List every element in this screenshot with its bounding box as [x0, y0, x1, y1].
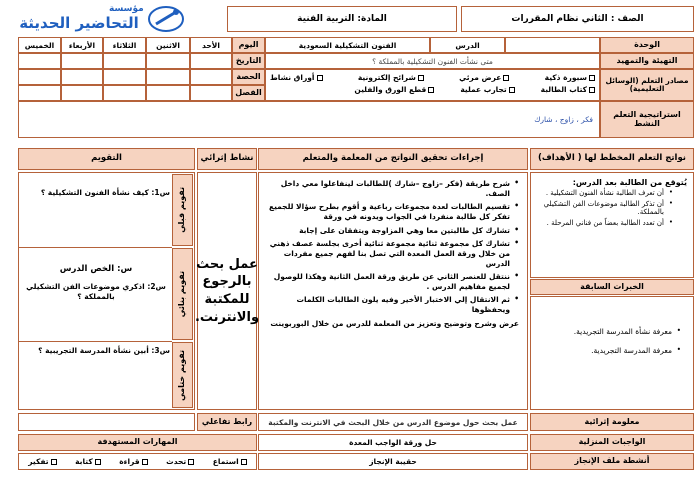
sched-cell[interactable]	[103, 69, 146, 85]
outcomes-title: نواتج التعلم المخطط لها ( الأهداف)	[530, 148, 694, 170]
portfolio-value: حقيبة الإنجاز	[258, 453, 528, 470]
day-5: الخميس	[18, 37, 61, 53]
sources-box	[265, 69, 600, 101]
eval-text-formative: س: الخص الدرس س2: اذكري موضوعات الفن التشكيلي بالمملكة ؟	[26, 264, 166, 302]
homework-value: حل ورقة الواجب المعدة	[258, 434, 528, 451]
sched-cell[interactable]	[190, 69, 232, 85]
day-4: الأربعاء	[61, 37, 103, 53]
logo-line1: مؤسسة	[109, 4, 144, 14]
homework-label: الواجبات المنزلية	[530, 434, 694, 451]
prior-item: • معرفة المدرسة التجريدية.	[537, 346, 681, 355]
sched-cell[interactable]	[190, 53, 232, 69]
sched-cell[interactable]	[18, 85, 61, 101]
sched-cell[interactable]	[103, 85, 146, 101]
skill-item[interactable]: تحدث	[166, 457, 194, 466]
source-item[interactable]: عرض مرئي	[459, 73, 509, 82]
activity-box	[194, 172, 260, 410]
portfolio-label: أنشطة ملف الإنجاز	[530, 453, 694, 470]
procedures-box	[258, 172, 528, 410]
source-item[interactable]: تجارب عملية	[460, 85, 514, 94]
evaluation-title: التقويم	[18, 148, 195, 170]
grade-box	[461, 6, 694, 32]
day-label-0: اليوم	[232, 37, 265, 53]
intro-value: متى نشأت الفنون التشكيلية بالمملكة ؟	[265, 53, 600, 69]
day-1: الأحد	[190, 37, 232, 53]
sched-cell[interactable]	[103, 53, 146, 69]
eval-label-pre: تقويم قبلي	[172, 174, 193, 246]
procedure-closing: عرض وشرح وتوضيح وتعزيز من المعلمة للدرس من خلال البوربوينت	[270, 318, 519, 328]
lesson-label: الدرس	[430, 37, 505, 53]
sched-cell[interactable]	[61, 85, 103, 101]
prior-item: • معرفة نشأة المدرسة التجريدية.	[537, 327, 681, 336]
day-3: الثلاثاء	[103, 37, 146, 53]
prior-box	[530, 296, 694, 410]
procedure-item: • ثم الانتقال إلي الاختبار الأخير وفيه يلون الطالبات الكلمات ويحفظوها	[267, 295, 519, 315]
procedures-title: إجراءات تحقيق النواتج من المعلمة والمتعلم	[258, 148, 528, 170]
strategy-label: استراتيجية التعلم النشط	[600, 101, 694, 138]
row-period: الحصة	[232, 69, 265, 85]
subject-text: المادة: التربية الفنية	[297, 14, 387, 24]
outcome-item: • أن تذكر الطالبة موضوعات الفن التشكيلي بالمملكة.	[537, 200, 673, 216]
source-item[interactable]: سبورة ذكية	[545, 73, 595, 82]
sched-cell[interactable]	[61, 69, 103, 85]
link-value[interactable]	[18, 413, 195, 431]
sources-label: مصادر التعلم (الوسائل التعليمية)	[600, 69, 694, 101]
eval-text-final: س3: أبين نشأة المدرسة التجريبية ؟	[38, 346, 170, 355]
enrich-value: عمل بحث حول موضوع الدرس من خلال البحث في الانترنت والمكتبة	[258, 413, 528, 431]
unit-value	[505, 37, 600, 53]
unit-label: الوحدة	[600, 37, 694, 53]
sched-cell[interactable]	[61, 53, 103, 69]
sched-cell[interactable]	[190, 85, 232, 101]
strategy-value: فكر ، زاوج ، شارك	[18, 101, 600, 138]
eval-text-pre: س1: كيف نشأة الفنون التشكيلية ؟	[40, 188, 170, 197]
eval-label-final: تقويم ختامي	[172, 342, 193, 408]
outcomes-lead: يُتوقع من الطالبة بعد الدرس:	[572, 178, 687, 187]
skills-row	[18, 453, 257, 470]
source-item[interactable]: أوراق نشاط	[270, 73, 323, 82]
row-date: التاريخ	[232, 53, 265, 69]
outcomes-box	[530, 172, 694, 278]
link-label: رابط تفاعلي	[197, 413, 257, 431]
logo	[4, 2, 214, 38]
eval-divider	[18, 247, 172, 248]
procedure-item: • تشارك كل طالبتين معا وهي المزاوجة ويتفقان على إجابة	[267, 226, 519, 236]
skill-item[interactable]: تفكير	[28, 457, 56, 466]
sched-cell[interactable]	[146, 53, 190, 69]
skill-item[interactable]: قراءة	[119, 457, 147, 466]
activity-title: نشاط إثرائي	[197, 148, 257, 170]
activity-text: عمل بحث بالرجوع للمكتبة والانترنت.	[194, 256, 260, 325]
procedure-item: • شرح طريقة (فكر –زاوج –شارك )للطالبات لينفاعلوا معي داخل الصف.	[267, 179, 519, 199]
day-2: الاثنين	[146, 37, 190, 53]
skill-item[interactable]: استماع	[213, 457, 247, 466]
outcome-item: • أن تعدد الطالبة بعضاً من فناني المرحلة .	[537, 219, 673, 227]
source-item[interactable]: قطع الورق والفلين	[354, 85, 434, 94]
logo-line2: التحاضير الحديثة	[19, 14, 139, 32]
enrich-label: معلومة إثرائية	[530, 413, 694, 431]
procedure-item: • تقسيم الطالبات لعدة مجموعات رباعية و أقوم بطرح سؤالا للجميع تفكر كل طالبة منفردا في الجواب ويدونه في ورقة	[267, 202, 519, 222]
prior-title: الخبرات السابقة	[530, 279, 694, 295]
source-item[interactable]: شرائح إلكترونية	[358, 73, 424, 82]
sched-cell[interactable]	[146, 69, 190, 85]
skills-label: المهارات المستهدفة	[18, 434, 257, 451]
eval-divider	[18, 341, 172, 342]
outcome-item: • أن تعرف الطالبة نشأة الفنون التشكيلية .	[537, 189, 673, 197]
subject-box	[227, 6, 457, 32]
eval-label-formative: تقويم بنائي	[172, 248, 193, 340]
grade-text: الصف : الثاني نظام المقررات	[511, 14, 644, 24]
sched-cell[interactable]	[18, 69, 61, 85]
procedure-item: • ننتقل للعنصر الثاني عن طريق ورقة العمل الثانية وهكذا للوصول لجميع مفاهيم الدرس .	[267, 272, 519, 292]
lesson-value: الفنون التشكيلية السعودية	[265, 37, 430, 53]
source-item[interactable]: كتاب الطالبة	[541, 85, 595, 94]
sched-cell[interactable]	[146, 85, 190, 101]
skill-item[interactable]: كتابة	[75, 457, 101, 466]
sched-cell[interactable]	[18, 53, 61, 69]
row-class: الفصل	[232, 85, 265, 101]
procedure-item: • تشارك كل مجموعة ثنائية مجموعة ثنائية أخرى بجلسة عصف ذهني من خلال ورقة العمل المعدة التي تصل بنا لفهم جميع مفردات الدرس	[267, 239, 519, 269]
intro-label: التهيئة والتمهيد	[600, 53, 694, 69]
